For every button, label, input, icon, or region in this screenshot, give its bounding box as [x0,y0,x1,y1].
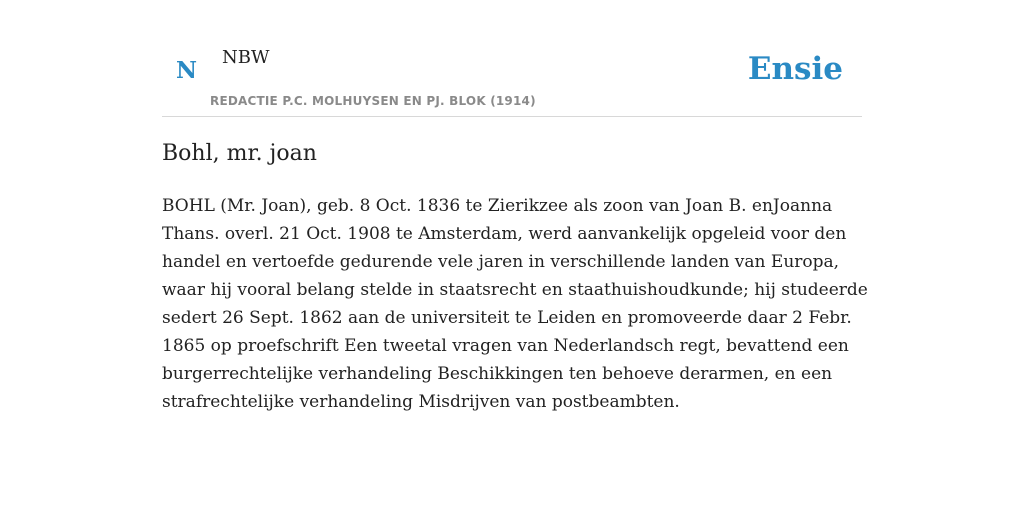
source-logo-icon[interactable]: N [176,57,198,84]
page-title: Bohl, mr. joan [162,141,317,166]
article-line: 1865 op proefschrift Een tweetal vragen van Nederlandsch regt, bevattend een [162,336,849,356]
article-line: Thans. overl. 21 Oct. 1908 te Amsterdam, werd aanvankelijk opgeleid voor den [162,224,847,244]
article-line: burgerrechtelijke verhandeling Beschikkingen ten behoeve derarmen, en een [162,364,833,384]
article-line: handel en vertoefde gedurende vele jaren in verschillende landen van Europa, [162,252,840,272]
source-editors: REDACTIE P.C. MOLHUYSEN EN PJ. BLOK (1914) [210,94,536,108]
source-header [162,0,862,117]
article-line: strafrechtelijke verhandeling Misdrijven van postbeambten. [162,392,680,412]
source-name[interactable]: NBW [222,47,270,68]
ensie-logo[interactable]: Ensie [747,51,843,87]
article-line: waar hij vooral belang stelde in staatsrecht en staathuishoudkunde; hij studeerde [162,280,868,300]
article-body [162,192,868,416]
article-line: BOHL (Mr. Joan), geb. 8 Oct. 1836 te Zierikzee als zoon van Joan B. enJoanna [162,196,833,216]
article-line: sedert 26 Sept. 1862 aan de universiteit te Leiden en promoveerde daar 2 Febr. [162,308,852,328]
